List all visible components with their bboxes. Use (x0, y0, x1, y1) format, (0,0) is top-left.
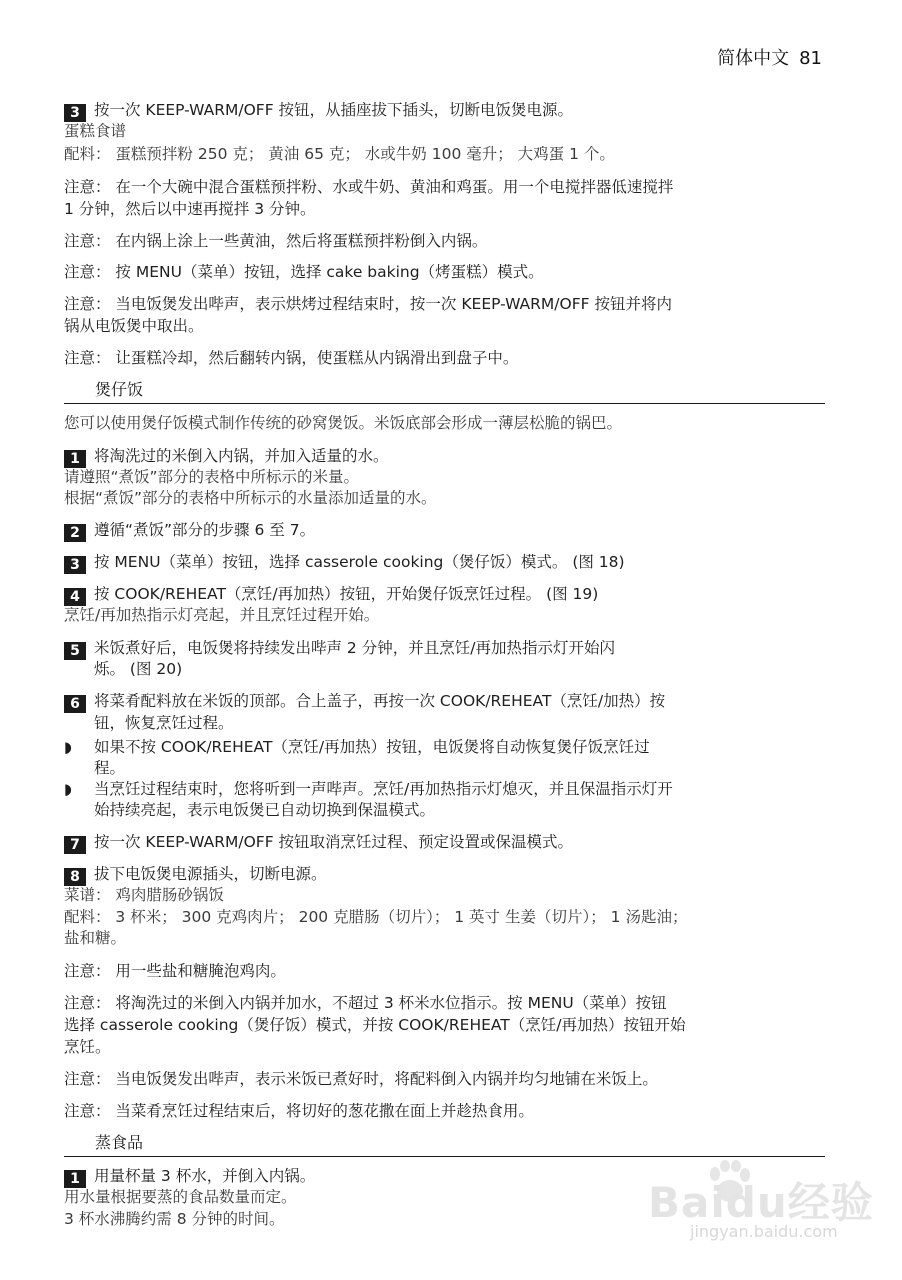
cake-note-5: 注意： 让蛋糕冷却，然后翻转内锅，使蛋糕从内锅滑出到盘子中。 (64, 349, 519, 367)
bullet-icon: ◗ (64, 738, 72, 756)
casserole-note-3: 注意： 当电饭煲发出哔声，表示米饭已煮好时，将配料倒入内锅并均匀地铺在米饭上。 (64, 1070, 658, 1088)
watermark-url: jingyan.baidu.com (690, 1222, 838, 1241)
casserole-note-2-line-3: 烹饪。 (64, 1038, 111, 1056)
page-number: 81 (799, 48, 822, 69)
casserole-bullet-2-line-2: 始持续亮起，表示电饭煲已自动切换到保温模式。 (94, 801, 436, 819)
step-number-badge: 7 (64, 836, 86, 854)
step-number-badge: 5 (64, 642, 86, 660)
steam-section-title: 蒸食品 (95, 1133, 144, 1152)
steam-step-1-sub-1: 用水量根据要蒸的食品数量而定。 (64, 1188, 297, 1206)
casserole-step-3: 3 按 MENU（菜单）按钮，选择 casserole cooking（煲仔饭）模式。 (图 18) (64, 552, 824, 574)
casserole-step-7: 7 按一次 KEEP-WARM/OFF 按钮取消烹饪过程、预定设置或保温模式。 (64, 832, 824, 854)
step-number-badge: 2 (64, 524, 86, 542)
casserole-step-8: 8 拔下电饭煲电源插头，切断电源。 (64, 864, 824, 886)
casserole-note-2-line-2: 选择 casserole cooking（煲仔饭）模式，并按 COOK/REHEAT（烹饪/再加热）按钮开始 (64, 1016, 686, 1034)
casserole-ingredients-line-2: 盐和糖。 (64, 929, 127, 947)
bullet-icon: ◗ (64, 780, 72, 798)
step-number-badge: 6 (64, 695, 86, 713)
casserole-step-4: 4 按 COOK/REHEAT（烹饪/再加热）按钮，开始煲仔饭烹饪过程。 (图 19) (64, 584, 824, 606)
casserole-step-1-sub-2: 根据“煮饭”部分的表格中所标示的水量添加适量的水。 (64, 489, 437, 507)
section-divider (64, 403, 825, 404)
casserole-ingredients-line-1: 配料： 3 杯米； 300 克鸡肉片； 200 克腊肠（切片）； 1 英寸 生姜（切片）； 1 汤匙油； (64, 908, 688, 926)
casserole-section-title: 煲仔饭 (95, 380, 144, 399)
cake-note-2: 注意： 在内锅上涂上一些黄油，然后将蛋糕预拌粉倒入内锅。 (64, 232, 488, 250)
steam-step-1: 1 用量杯量 3 杯水，并倒入内锅。 (64, 1166, 824, 1188)
casserole-step-6-line-2: 钮，恢复烹饪过程。 (94, 714, 234, 732)
casserole-step-1: 1 将淘洗过的米倒入内锅，并加入适量的水。 (64, 446, 824, 468)
watermark-logo: Baidu经验 (648, 1178, 874, 1227)
casserole-step-2: 2 遵循“煮饭”部分的步骤 6 至 7。 (64, 520, 824, 542)
casserole-intro: 您可以使用煲仔饭模式制作传统的砂窝煲饭。米饭底部会形成一薄层松脆的锅巴。 (64, 414, 623, 432)
step-number-badge: 1 (64, 450, 86, 468)
step-number-badge: 8 (64, 868, 86, 886)
page-header (717, 44, 822, 70)
casserole-step-5-line-2: 烁。 (图 20) (94, 660, 183, 678)
step-number-badge: 3 (64, 104, 86, 122)
cake-note-4-line-1: 注意： 当电饭煲发出哔声，表示烘烤过程结束时，按一次 KEEP-WARM/OFF 按钮并将内 (64, 295, 672, 313)
step-number-badge: 3 (64, 556, 86, 574)
casserole-bullet-1-line-1: 如果不按 COOK/REHEAT（烹饪/再加热）按钮，电饭煲将自动恢复煲仔饭烹饪过 (94, 738, 650, 756)
cake-note-1-line-1: 注意： 在一个大碗中混合蛋糕预拌粉、水或牛奶、黄油和鸡蛋。用一个电搅拌器低速搅拌 (64, 178, 674, 196)
step-number-badge: 1 (64, 1170, 86, 1188)
header-title: 简体中文 (717, 48, 790, 69)
cake-step-3: 3 按一次 KEEP-WARM/OFF 按钮，从插座拔下插头，切断电饭煲电源。 (64, 100, 824, 122)
casserole-step-6: 6 将菜肴配料放在米饭的顶部。合上盖子，再按一次 COOK/REHEAT（烹饪/加热）按 (64, 691, 824, 713)
casserole-note-1: 注意： 用一些盐和糖腌泡鸡肉。 (64, 962, 286, 980)
casserole-note-2-line-1: 注意： 将淘洗过的米倒入内锅并加水，不超过 3 杯米水位指示。按 MENU（菜单）按钮 (64, 994, 667, 1012)
steam-step-1-sub-2: 3 杯水沸腾约需 8 分钟的时间。 (64, 1210, 285, 1228)
cake-ingredients: 配料： 蛋糕预拌粉 250 克； 黄油 65 克； 水或牛奶 100 毫升； 大鸡蛋 1 个。 (64, 145, 615, 163)
cake-note-3: 注意： 按 MENU（菜单）按钮，选择 cake baking（烤蛋糕）模式。 (64, 263, 544, 281)
section-divider (64, 1156, 825, 1157)
step-number-badge: 4 (64, 588, 86, 606)
casserole-bullet-1-line-2: 程。 (94, 759, 126, 777)
casserole-recipe: 菜谱： 鸡肉腊肠砂锅饭 (64, 886, 224, 904)
cake-recipe-title: 蛋糕食谱 (64, 122, 127, 140)
casserole-step-5: 5 米饭煮好后，电饭煲将持续发出哔声 2 分钟，并且烹饪/再加热指示灯开始闪 (64, 638, 824, 660)
cake-note-4-line-2: 锅从电饭煲中取出。 (64, 317, 204, 335)
cake-note-1-line-2: 1 分钟，然后以中速再搅拌 3 分钟。 (64, 200, 316, 218)
casserole-note-4: 注意： 当菜肴烹饪过程结束后，将切好的葱花撒在面上并趁热食用。 (64, 1102, 534, 1120)
casserole-bullet-2-line-1: 当烹饪过程结束时，您将听到一声哔声。烹饪/再加热指示灯熄灭，并且保温指示灯开 (94, 780, 673, 798)
casserole-step-1-sub-1: 请遵照“煮饭”部分的表格中所标示的米量。 (64, 468, 360, 486)
casserole-step-4-sub: 烹饪/再加热指示灯亮起，并且烹饪过程开始。 (64, 606, 380, 624)
